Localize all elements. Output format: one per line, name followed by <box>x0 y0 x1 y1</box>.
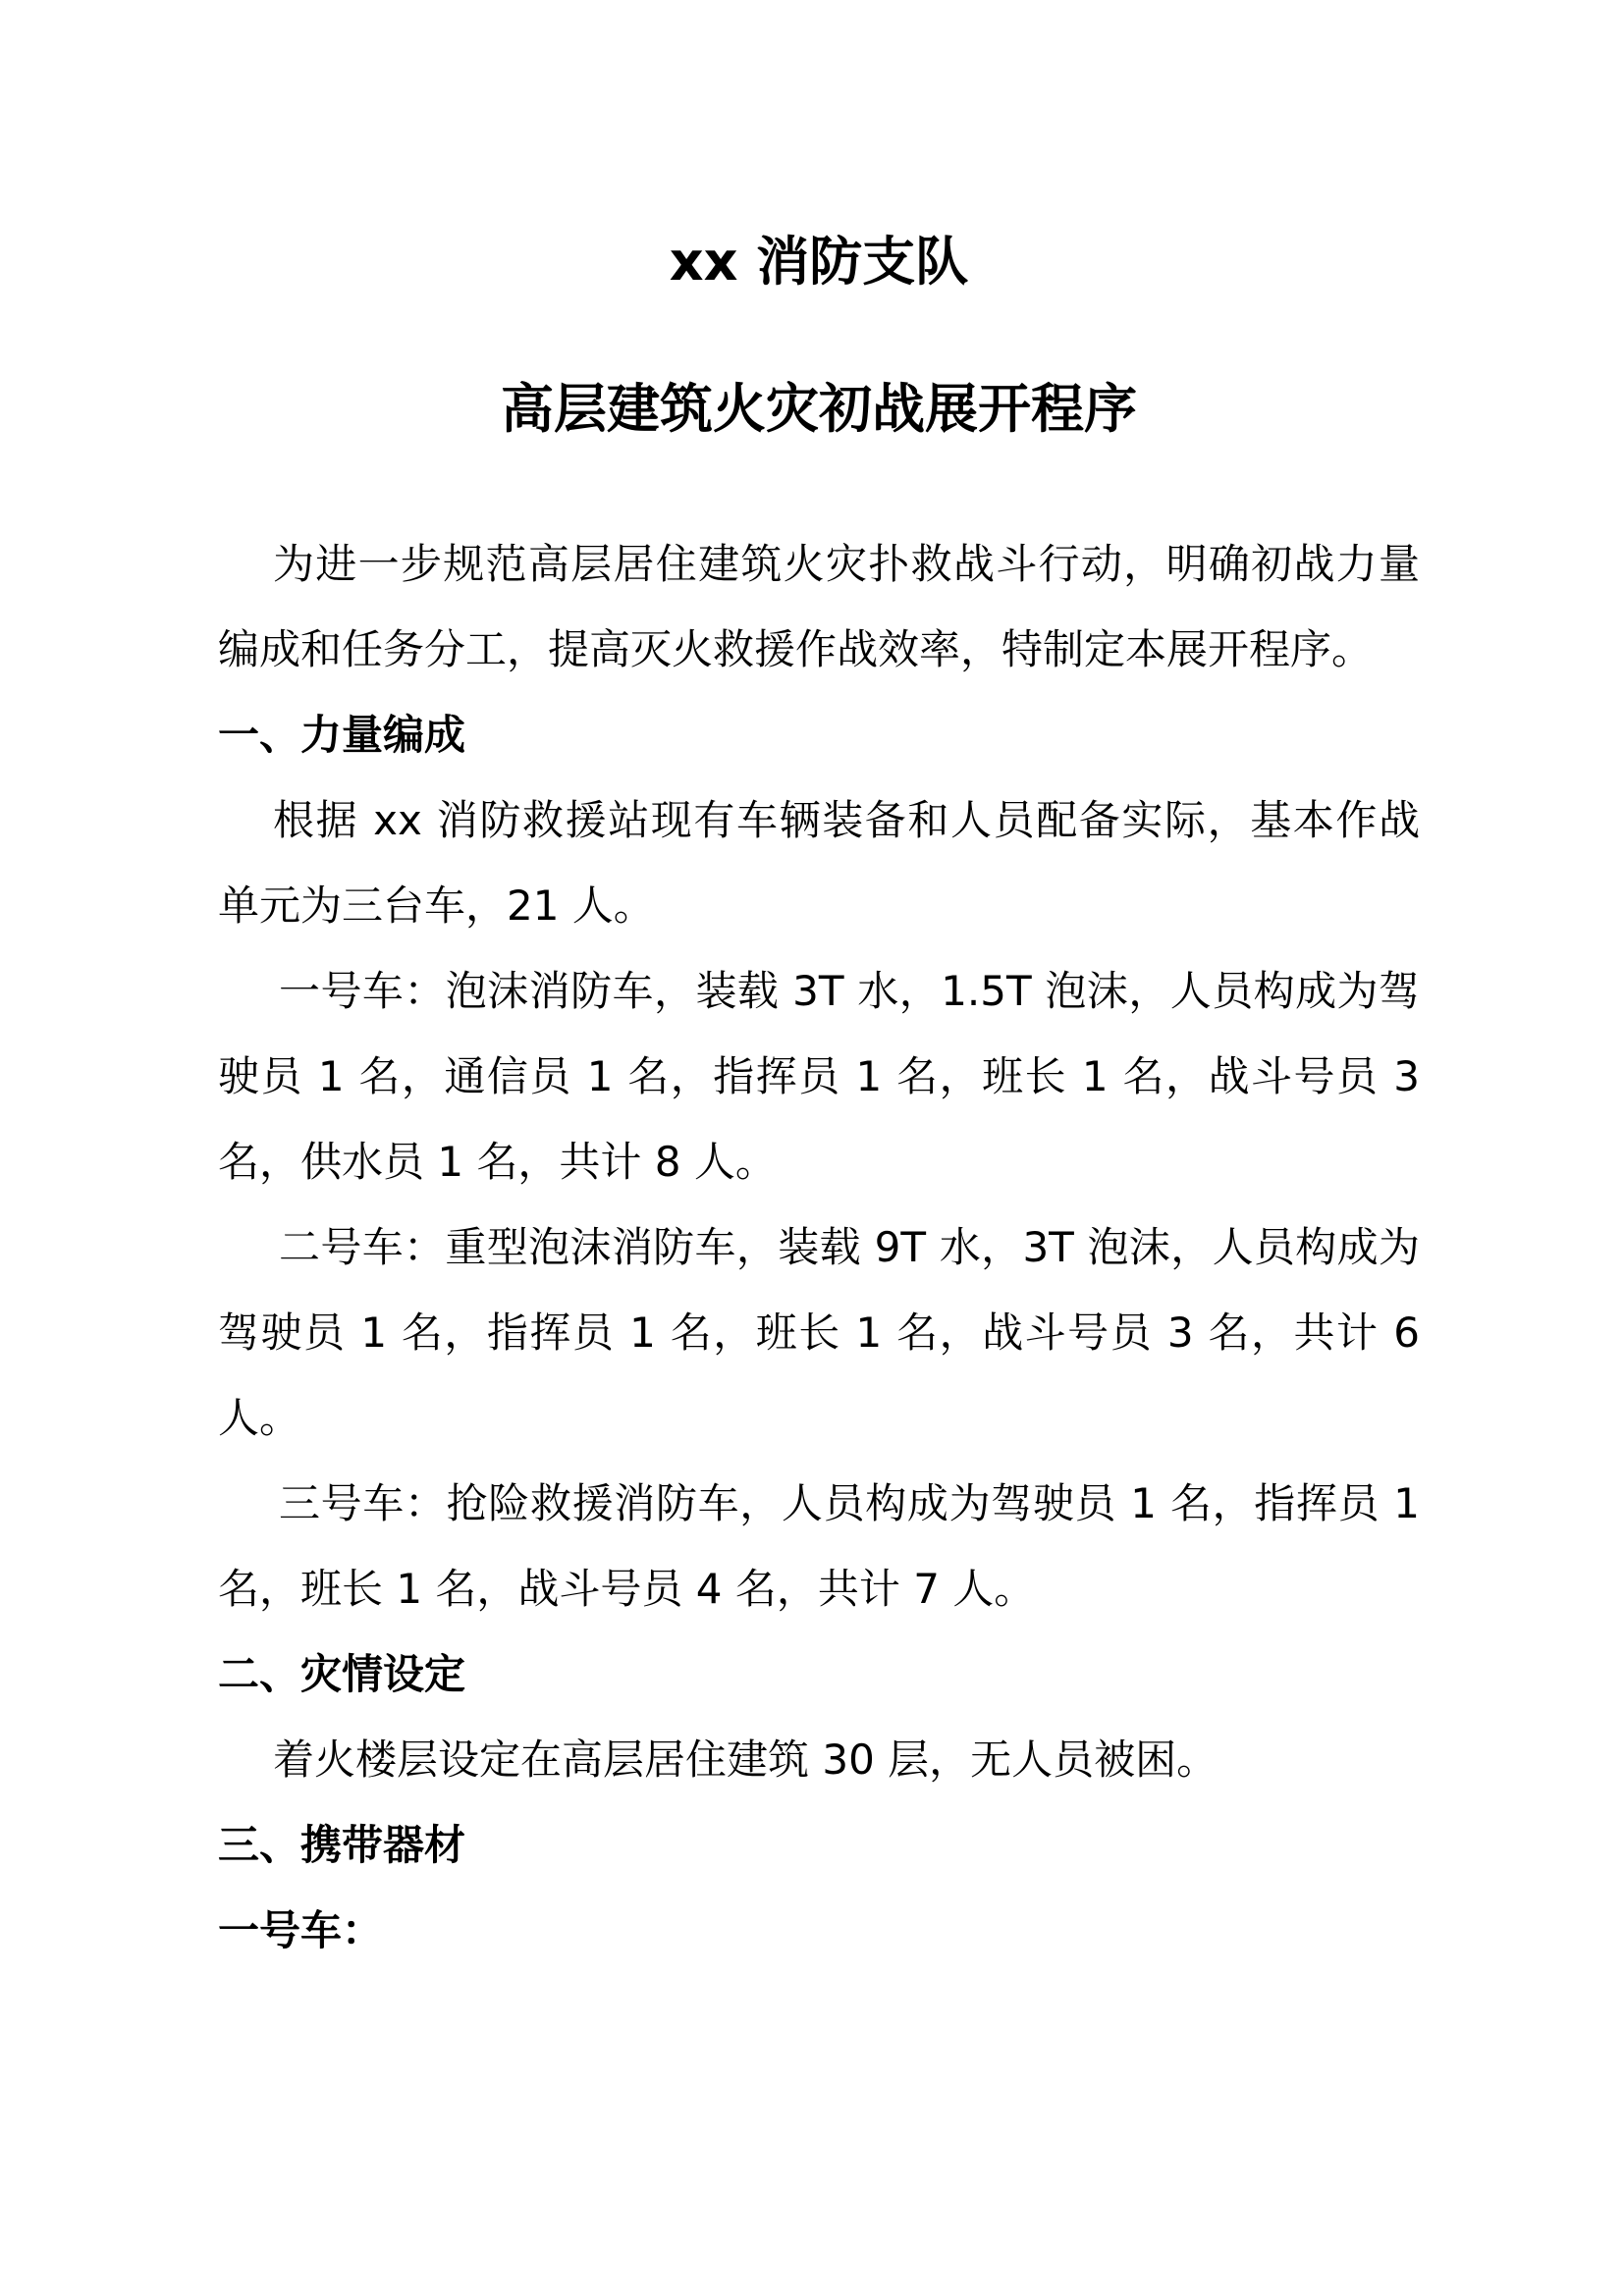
section2-paragraph: 着火楼层设定在高层居住建筑 30 层，无人员被困。 <box>273 1735 1218 1784</box>
truck2-paragraph: 二号车：重型泡沫消防车，装载 9T 水，3T 泡沫，人员构成为驾驶员 1 名，指挥员 1 名，班长 1 名，战斗号员 3 名，共计 6 人。 <box>218 1223 1420 1442</box>
document-title-line1: xx 消防支队 <box>669 231 969 293</box>
section2-heading: 二、灾情设定 <box>218 1650 466 1698</box>
section3-subheading: 一号车： <box>218 1906 384 1954</box>
intro-paragraph: 为进一步规范高层居住建筑火灾扑救战斗行动，明确初战力量编成和任务分工，提高灭火救援作战效率，特制定本展开程序。 <box>218 540 1420 673</box>
truck1-paragraph: 一号车：泡沫消防车，装载 3T 水，1.5T 泡沫，人员构成为驾驶员 1 名，通信员 1 名，指挥员 1 名，班长 1 名，战斗号员 3 名，供水员 1 名，共计 8 人。 <box>218 967 1420 1186</box>
document-body <box>218 521 1420 1973</box>
document-title-line2: 高层建筑火灾初战展开程序 <box>501 378 1137 440</box>
section1-paragraph: 根据 xx 消防救援站现有车辆装备和人员配备实际，基本作战单元为三台车，21 人。 <box>218 796 1420 930</box>
truck3-paragraph: 三号车：抢险救援消防车，人员构成为驾驶员 1 名，指挥员 1 名，班长 1 名，战斗号员 4 名，共计 7 人。 <box>218 1479 1420 1613</box>
section3-heading: 三、携带器材 <box>218 1821 466 1869</box>
section1-heading: 一、力量编成 <box>218 711 466 759</box>
